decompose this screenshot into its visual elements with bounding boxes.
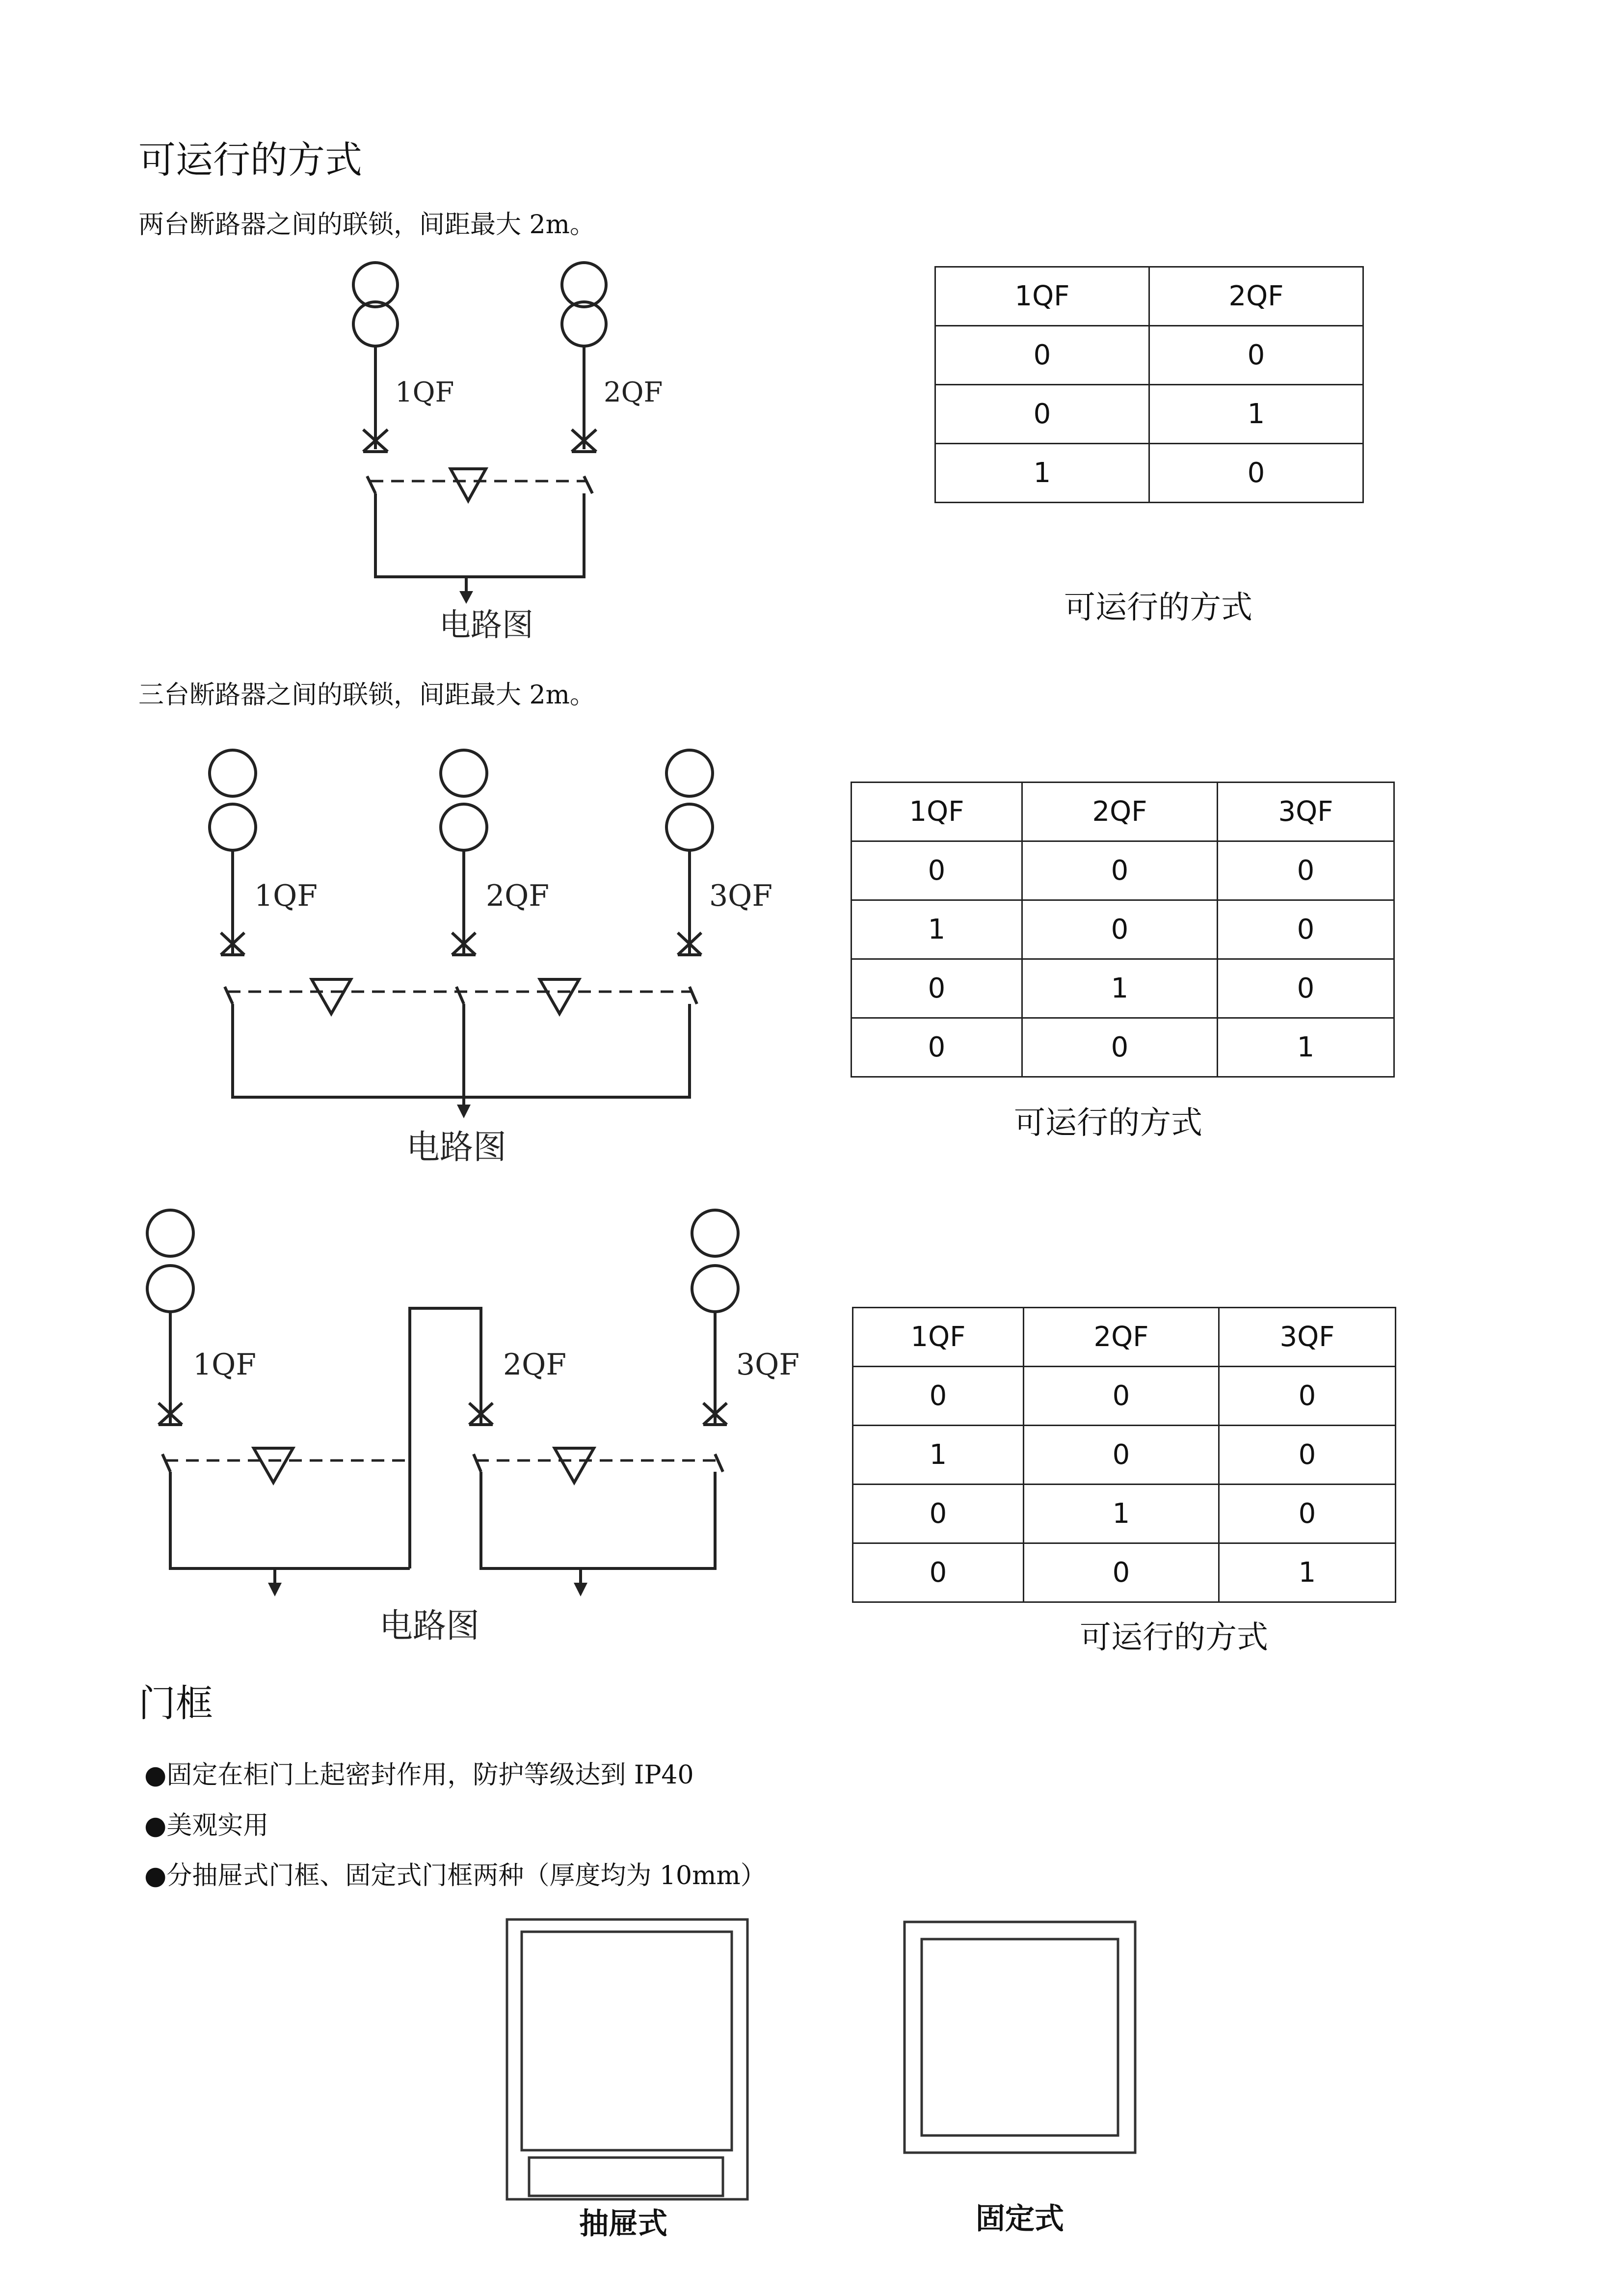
section-title-door-frame: 门框	[138, 1681, 213, 1725]
drawer-type-frame-drawing	[505, 1917, 750, 2202]
breaker-1-label: 1QF	[254, 879, 318, 913]
transformer-1-lower-coil	[353, 302, 398, 346]
transformer-2-upper-coil	[562, 263, 606, 307]
table-cell: 1	[851, 900, 1022, 959]
table-caption: 可运行的方式	[1080, 1620, 1268, 1656]
table-row	[935, 385, 1363, 444]
breaker-2-label: 2QF	[503, 1348, 566, 1382]
table-cell: 0	[1149, 326, 1363, 385]
interlock-symbol-2-3	[540, 979, 579, 1014]
table-cell: 0	[853, 1485, 1024, 1543]
fixed-type-frame-drawing	[902, 1919, 1138, 2155]
table-header-cell: 1QF	[851, 783, 1022, 841]
table-row	[853, 1426, 1396, 1485]
table-cell: 0	[1022, 900, 1218, 959]
table-caption: 可运行的方式	[1014, 1105, 1202, 1141]
bullet-item	[144, 1863, 766, 1889]
table-row	[851, 900, 1394, 959]
diagram-caption: 电路图	[439, 607, 533, 644]
table-header-cell: 2QF	[1149, 267, 1363, 326]
transformer-2-lower-coil	[441, 804, 487, 850]
table-cell: 0	[1024, 1543, 1219, 1602]
bullet-dot: ●	[144, 1760, 167, 1790]
table-cell: 0	[1024, 1426, 1219, 1485]
transformer-3-lower-coil	[692, 1266, 738, 1312]
breaker-2-label: 2QF	[486, 879, 549, 913]
table-cell: 0	[1022, 1018, 1218, 1077]
table-cell: 1	[1219, 1543, 1396, 1602]
interlock-symbol-left	[254, 1448, 293, 1483]
bullet-text: 固定在柜门上起密封作用，防护等级达到 IP40	[166, 1760, 694, 1790]
table-cell: 0	[935, 385, 1149, 444]
two-breaker-circuit-diagram	[344, 245, 667, 653]
table-cell: 0	[935, 326, 1149, 385]
bullet-text: 美观实用	[166, 1811, 269, 1840]
table-cell: 0	[853, 1367, 1024, 1426]
table-cell: 0	[851, 841, 1022, 900]
breaker-3-label: 3QF	[709, 879, 772, 913]
table-cell: 0	[1149, 444, 1363, 503]
table-row	[935, 444, 1363, 503]
table-caption: 可运行的方式	[1064, 590, 1252, 626]
table-cell: 0	[1219, 1426, 1396, 1485]
table-cell: 1	[1218, 1018, 1394, 1077]
breaker-1-label: 1QF	[395, 377, 454, 408]
table-row	[851, 1018, 1394, 1077]
split-bus-circuit-diagram	[140, 1198, 807, 1659]
section-title-run-modes: 可运行的方式	[138, 138, 362, 182]
table-header-cell: 2QF	[1022, 783, 1218, 841]
transformer-2-upper-coil	[441, 750, 487, 796]
table-cell: 0	[1218, 959, 1394, 1018]
fixed-type-label: 固定式	[976, 2202, 1064, 2236]
table-cell: 0	[1219, 1367, 1396, 1426]
transformer-3-lower-coil	[666, 804, 713, 850]
table-header-cell: 1QF	[935, 267, 1149, 326]
table-cell: 1	[935, 444, 1149, 503]
table-cell: 1	[853, 1426, 1024, 1485]
transformer-1-upper-coil	[210, 750, 256, 796]
table-cell: 1	[1149, 385, 1363, 444]
table-cell: 1	[1022, 959, 1218, 1018]
three-breaker-description: 三台断路器之间的联锁，间距最大 2m。	[138, 680, 595, 710]
transformer-1-lower-coil	[210, 804, 256, 850]
table-header-cell: 2QF	[1024, 1308, 1219, 1367]
table-cell: 0	[1022, 841, 1218, 900]
split-bus-truth-table	[852, 1307, 1396, 1603]
bullet-dot: ●	[144, 1861, 167, 1891]
table-row	[853, 1543, 1396, 1602]
three-breaker-truth-table	[851, 782, 1395, 1078]
bullet-dot: ●	[144, 1811, 167, 1840]
table-header-cell: 3QF	[1219, 1308, 1396, 1367]
table-header-cell: 1QF	[853, 1308, 1024, 1367]
breaker-1-label: 1QF	[193, 1348, 256, 1382]
bullet-item	[144, 1762, 694, 1788]
table-cell: 0	[1218, 841, 1394, 900]
interlock-symbol-right	[555, 1448, 594, 1483]
table-cell: 0	[851, 1018, 1022, 1077]
table-cell: 0	[1218, 900, 1394, 959]
interlock-symbol-1-2	[312, 979, 351, 1014]
transformer-1-lower-coil	[147, 1266, 193, 1312]
bullet-text: 分抽屉式门框、固定式门框两种（厚度均为 10mm）	[166, 1861, 766, 1891]
transformer-3-upper-coil	[666, 750, 713, 796]
bullet-item	[144, 1813, 268, 1838]
table-cell: 0	[1024, 1367, 1219, 1426]
table-cell: 0	[853, 1543, 1024, 1602]
table-row	[851, 959, 1394, 1018]
breaker-3-label: 3QF	[736, 1348, 799, 1382]
transformer-2-lower-coil	[562, 302, 606, 346]
transformer-3-upper-coil	[692, 1210, 738, 1256]
transformer-1-upper-coil	[147, 1210, 193, 1256]
breaker-2-label: 2QF	[604, 377, 663, 408]
diagram-caption: 电路图	[379, 1607, 480, 1646]
table-cell: 1	[1024, 1485, 1219, 1543]
transformer-1-upper-coil	[353, 263, 398, 307]
table-cell: 0	[1219, 1485, 1396, 1543]
table-row	[935, 326, 1363, 385]
table-row	[851, 841, 1394, 900]
drawer-type-label: 抽屉式	[579, 2207, 667, 2241]
two-breaker-truth-table	[934, 266, 1364, 503]
three-breaker-circuit-diagram	[196, 736, 785, 1178]
two-breaker-description: 两台断路器之间的联锁，间距最大 2m。	[138, 210, 595, 240]
diagram-caption: 电路图	[406, 1128, 507, 1167]
table-cell: 0	[851, 959, 1022, 1018]
table-row	[853, 1485, 1396, 1543]
table-header-cell: 3QF	[1218, 783, 1394, 841]
table-row	[853, 1367, 1396, 1426]
interlock-symbol	[451, 469, 486, 501]
